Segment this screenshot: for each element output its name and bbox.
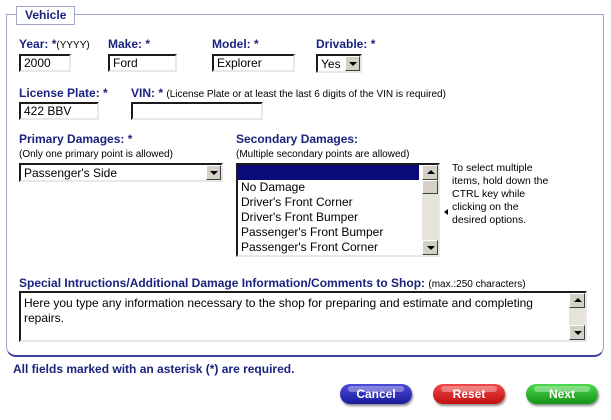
list-option[interactable]: Driver's Front Corner <box>241 195 353 209</box>
make-input[interactable]: Ford <box>108 54 177 72</box>
scroll-up-icon[interactable] <box>422 165 438 180</box>
vin-required-star: * <box>158 86 164 100</box>
fieldset-legend: Vehicle <box>16 6 75 25</box>
list-option[interactable]: Passenger's Front Corner <box>241 240 379 254</box>
model-required-star: * <box>254 37 259 51</box>
drivable-label <box>316 37 375 51</box>
comments-label <box>19 276 526 290</box>
vin-note: (License Plate or at least the last 6 digits of the VIN is required) <box>166 89 446 100</box>
drivable-select[interactable] <box>316 54 362 73</box>
comments-textarea[interactable] <box>19 291 587 342</box>
vin-label <box>131 86 446 100</box>
next-button-label: Next <box>548 387 575 401</box>
drivable-value: Yes <box>321 57 341 71</box>
year-required-star: * <box>51 37 57 51</box>
vin-input[interactable] <box>131 102 263 120</box>
scroll-thumb[interactable] <box>422 180 438 194</box>
textarea-scrollbar[interactable] <box>569 293 585 340</box>
vin-label-text: VIN: <box>131 86 155 100</box>
comments-text: Here you type any information necessary to the shop for preparing and estimate and completing repairs. <box>24 296 533 325</box>
list-option-blank[interactable] <box>238 165 419 180</box>
dropdown-arrow-icon[interactable] <box>345 56 360 71</box>
list-option[interactable]: Passenger's Front Bumper <box>241 225 384 239</box>
reset-button[interactable] <box>433 384 505 404</box>
cancel-button-label: Cancel <box>356 387 396 401</box>
secondary-damages-note: (Multiple secondary points are allowed) <box>236 149 410 160</box>
scroll-down-icon[interactable] <box>569 325 585 340</box>
model-label <box>212 37 259 51</box>
year-input[interactable]: 2000 <box>19 54 71 72</box>
make-label-text: Make: <box>108 37 143 51</box>
required-fields-note: All fields marked with an asterisk (*) are required. <box>13 362 295 376</box>
reset-button-label: Reset <box>452 387 486 401</box>
license-required-star: * <box>103 86 108 100</box>
year-label-text: Year: <box>19 37 49 51</box>
year-format-note: (YYYY) <box>56 40 90 51</box>
comments-label-text: Special Intructions/Additional Damage Information/Comments to Shop: <box>19 276 426 290</box>
comments-max-note: (max.:250 characters) <box>428 279 526 290</box>
model-input[interactable]: Explorer <box>212 54 295 72</box>
cancel-button[interactable] <box>340 384 412 404</box>
drivable-label-text: Drivable: <box>316 37 368 51</box>
license-plate-input[interactable]: 422 BBV <box>19 102 99 120</box>
primary-damages-note: (Only one primary point is allowed) <box>19 149 173 160</box>
scroll-up-icon[interactable] <box>569 293 585 308</box>
primary-damages-label-text: Primary Damages: <box>19 132 125 146</box>
license-label <box>19 86 108 100</box>
primary-damages-label <box>19 132 132 146</box>
primary-damages-select[interactable] <box>19 163 223 182</box>
next-button[interactable] <box>526 384 598 404</box>
pointer-arrow-icon <box>444 209 448 215</box>
scroll-down-icon[interactable] <box>422 240 438 255</box>
list-option[interactable]: Driver's Front Bumper <box>241 210 358 224</box>
year-label <box>19 37 90 51</box>
dropdown-arrow-icon[interactable] <box>206 165 221 180</box>
drivable-required-star: * <box>370 37 376 51</box>
secondary-damages-label: Secondary Damages: <box>236 132 359 146</box>
license-label-text: License Plate: <box>19 86 100 100</box>
secondary-damages-listbox[interactable] <box>236 163 440 257</box>
primary-required-star: * <box>127 132 133 146</box>
listbox-scrollbar[interactable] <box>422 165 438 255</box>
make-label <box>108 37 150 51</box>
make-required-star: * <box>145 37 151 51</box>
primary-damages-value: Passenger's Side <box>24 166 118 180</box>
multi-select-hint: To select multiple items, hold down the CTRL key while clicking on the desired options. <box>452 162 549 226</box>
model-label-text: Model: <box>212 37 251 51</box>
list-option[interactable]: No Damage <box>241 180 306 194</box>
